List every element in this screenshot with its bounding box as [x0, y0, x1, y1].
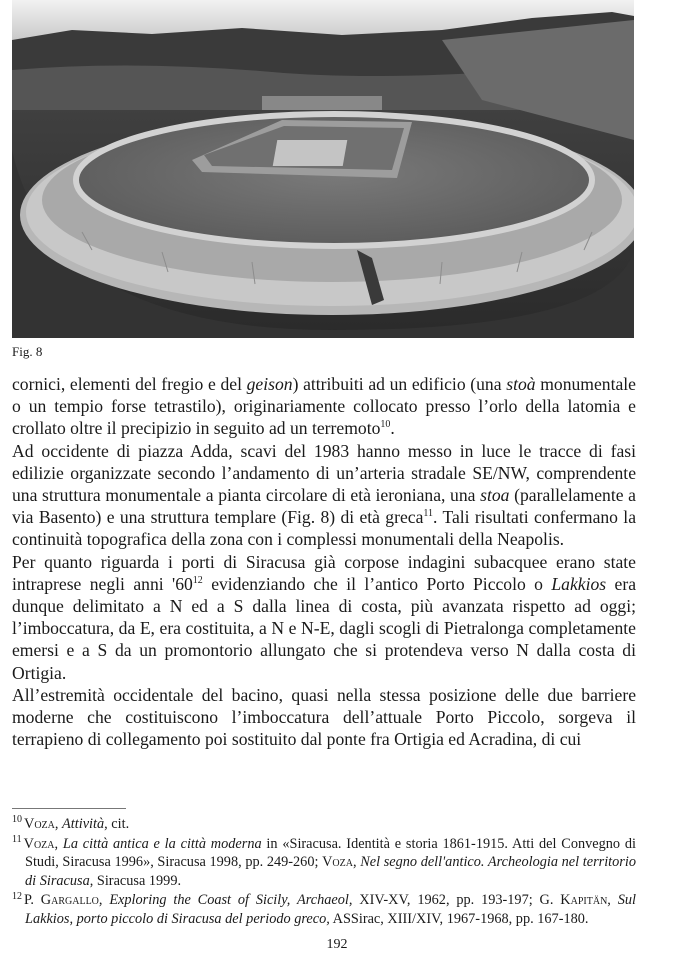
footnote-title: Nel segno dell'antico. Archeologia nel territorio di Siracusa [25, 854, 636, 889]
footnote-text: XIV-XV, 1962, pp. 193-197; G. [352, 892, 561, 909]
p3-italic-lakkios: Lakkios [551, 573, 607, 594]
footnotes [12, 815, 636, 930]
footnote-title: La città antica e la città moderna [62, 835, 262, 852]
footnote-11 [12, 835, 636, 891]
footnote-text: , [607, 892, 618, 909]
paragraph-3 [12, 551, 636, 684]
footnote-ref-10[interactable]: 10 [380, 419, 391, 431]
footnote-title: Exploring the Coast of Sicily, Archaeol, [109, 892, 353, 909]
footnote-author: Gargallo [40, 892, 99, 909]
p2-text: . Tali risultati confermano la continuità topografica della zona con i complessi monumentali della Neapolis. [12, 507, 637, 550]
p2-text: (parallelamente a via Basento) e una struttura templare (Fig. 8) di età greca [12, 485, 636, 528]
body-text [12, 373, 636, 750]
footnote-text: , [98, 892, 110, 909]
footnote-10 [12, 815, 636, 834]
footnote-title: Attività [62, 816, 105, 832]
page-number: 192 [326, 937, 348, 952]
footnote-author: Voza [322, 854, 353, 871]
footnote-ref-12[interactable]: 12 [192, 574, 203, 586]
footnote-12 [12, 891, 636, 928]
p3-text: era dunque delimitato a N ed a S dalla linea di costa, più avanzata rispetto ad oggi; l’imboccatura, da E, era costituita, a N e N-E, dagli scogli di Pietralonga completamente emersi e a S da un promontorio allungato che si protendeva verso N dalla costa di Ortigia. [12, 573, 636, 683]
footnote-title: Sul Lakkios, porto piccolo di Siracusa del periodo greco, [25, 892, 636, 927]
footnote-number: 10 [12, 814, 22, 826]
p3-text: Per quanto riguarda i porti di Siracusa già corpose indagini subacquee erano state intraprese negli anni '60 [12, 551, 636, 594]
p1-text: monumentale o un tempio forse tetrastilo), originariamente collocato presso l’orlo della latomia e crollato oltre il precipizio in seguito ad un terremoto [12, 374, 636, 439]
paragraph-2 [12, 440, 636, 551]
footnote-author: Voza [24, 816, 55, 832]
footnote-text: , [54, 816, 63, 832]
footnote-text: , cit. [104, 816, 130, 832]
p1-italic-stoa: stoà [506, 374, 536, 394]
p1-text: cornici, elementi del fregio e del [12, 374, 247, 394]
footnote-text: P. [24, 892, 41, 909]
excavation-photo [12, 0, 634, 338]
footnote-author: Kapitän [560, 892, 608, 909]
p2-italic-stoa: stoa [480, 485, 510, 506]
footnote-text: ASSirac, XIII/XIV, 1967-1968, pp. 167-180. [329, 910, 589, 927]
footnote-text: , [54, 835, 63, 852]
footnote-ref-11[interactable]: 11 [423, 508, 434, 520]
footnote-text: in «Siracusa. Identità e storia 1861-1915. Atti del Convegno di Studi, Siracusa 1996», Siracusa 1998, pp. 249-260; [25, 835, 636, 871]
figure-caption: Fig. 8 [12, 344, 43, 359]
footnote-number: 11 [12, 833, 22, 845]
paragraph-4: All’estremità occidentale del bacino, quasi nella stessa posizione delle due barriere moderne che costituiscono l’imboccatura dell’attuale Porto Piccolo, sorgeva il terrapieno di collegamento poi sostituito dal ponte fra Ortigia ed Acradina, di cui [12, 684, 636, 750]
footnote-number: 12 [12, 890, 22, 902]
p1-text: . [390, 418, 395, 439]
footnote-divider [12, 808, 126, 809]
footnote-author: Voza [23, 835, 55, 852]
footnote-text: , [352, 854, 361, 871]
p2-text: Ad occidente di piazza Adda, scavi del 1983 hanno messo in luce le tracce di fasi edilizie organizzate secondo l’andamento di un’arteria stradale SE/NW, comprendente una struttura monumentale a pianta circolare di età ieroniana, una [12, 440, 636, 506]
p3-text: evidenziando che il l’antico Porto Piccolo o [202, 573, 552, 594]
p1-italic-geison: geison [246, 374, 293, 394]
p1-text: ) attribuiti ad un edificio (una [292, 374, 507, 394]
footnote-text: , Siracusa 1999. [89, 872, 182, 889]
paragraph-1 [12, 373, 636, 440]
